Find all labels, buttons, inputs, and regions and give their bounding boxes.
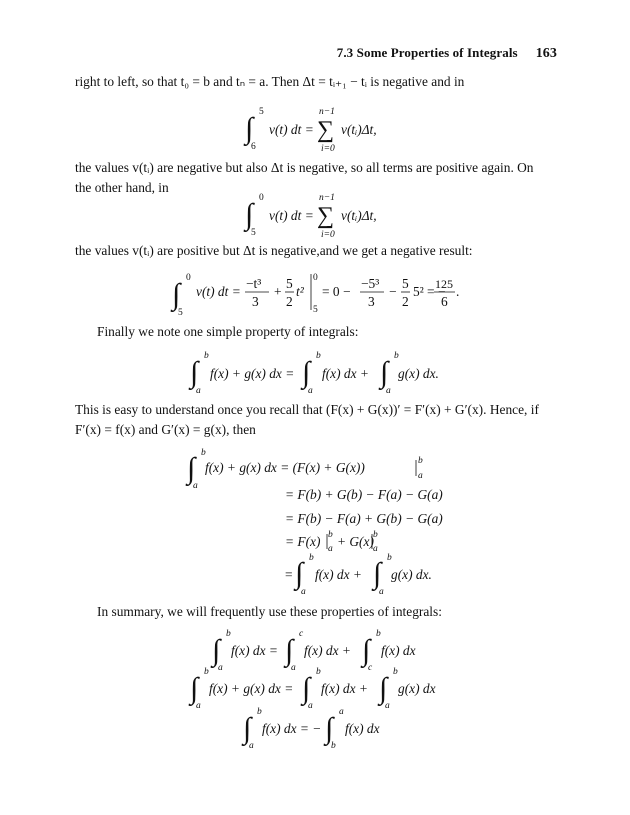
frac4-den: 2 — [402, 294, 409, 309]
upper-limit: b — [393, 667, 398, 677]
section-title: 7.3 Some Properties of Integrals — [336, 45, 518, 60]
line-3: = F(b) − F(a) + G(b) − G(a) — [285, 511, 443, 526]
row2-mid: f(x) dx + — [321, 681, 368, 696]
paragraph-3: the values v(tᵢ) are positive but Δt is negative,and we get a negative result: — [75, 243, 473, 258]
row2-rhs: g(x) dx — [398, 681, 436, 696]
eval-upper: 0 — [313, 273, 318, 283]
line-4b: + G(x) — [337, 534, 374, 549]
lower-limit: c — [368, 663, 373, 673]
upper-limit: b — [204, 667, 209, 677]
integral-sign: ∫ — [285, 634, 294, 667]
frac2-den: 2 — [286, 294, 293, 309]
sum-sign: ∑ — [317, 203, 335, 229]
running-header — [337, 45, 557, 62]
sum-lower: i=0 — [321, 144, 335, 154]
sum-sign: ∑ — [317, 117, 335, 143]
row1-mid: f(x) dx + — [304, 643, 351, 658]
upper-limit: b — [394, 351, 399, 361]
sum-upper: n−1 — [319, 107, 335, 117]
integral-sign: ∫ — [302, 672, 311, 705]
upper-limit: 0 — [259, 193, 264, 203]
integral-sign: ∫ — [295, 557, 304, 590]
lower-limit: a — [308, 386, 313, 396]
frac4-num: 5 — [402, 276, 409, 291]
integrand: v(t) dt = — [196, 284, 241, 299]
equation-sum-property — [190, 348, 450, 398]
sum-body: v(tᵢ)Δt, — [341, 208, 377, 223]
lower-limit: 5 — [178, 308, 183, 318]
paragraph-2a: the values v(tᵢ) are negative but also Δt is negative, so all terms are positive again. On — [75, 160, 534, 175]
frac1-num: −t³ — [246, 276, 262, 291]
eval-lower: a — [418, 471, 423, 481]
row1-rhs: f(x) dx — [381, 643, 416, 658]
integral-sign: ∫ — [302, 356, 311, 389]
line-1: f(x) + g(x) dx = (F(x) + G(x)) — [205, 460, 365, 475]
integral-sign: ∫ — [362, 634, 371, 667]
lower-limit: a — [379, 587, 384, 597]
upper-limit: b — [226, 629, 231, 639]
frac3-num: −5³ — [361, 276, 380, 291]
line-5-rhs: g(x) dx. — [391, 567, 432, 582]
integral-sign: ∫ — [245, 112, 254, 145]
equation-derivation — [187, 448, 457, 598]
lower-limit: a — [218, 663, 223, 673]
lower-limit: 5 — [251, 228, 256, 238]
integral-sign: ∫ — [187, 452, 196, 485]
equation-summary — [190, 628, 450, 778]
upper-limit: b — [316, 351, 321, 361]
upper-limit: b — [387, 553, 392, 563]
integral-sign: ∫ — [380, 356, 389, 389]
eval-upper: b — [373, 530, 378, 540]
upper-limit: b — [257, 707, 262, 717]
integral-sign: ∫ — [172, 278, 181, 311]
row1-lhs: f(x) dx = — [231, 643, 278, 658]
frac5-den: 6 — [441, 294, 448, 309]
sum-lower: i=0 — [321, 230, 335, 240]
paragraph-2b: the other hand, in — [75, 180, 169, 195]
frac2-num: 5 — [286, 276, 293, 291]
integral-sign: ∫ — [190, 672, 199, 705]
lower-limit: a — [301, 587, 306, 597]
lower-limit: a — [196, 386, 201, 396]
lower-limit: 6 — [251, 142, 256, 152]
lower-limit: a — [249, 741, 254, 751]
minus-sign: − — [389, 284, 397, 299]
period: . — [456, 284, 460, 299]
plus-sign: + — [274, 284, 282, 299]
equals-zero-minus: = 0 − — [322, 284, 351, 299]
upper-limit: b — [201, 448, 206, 458]
five-squared: 5² = − — [413, 284, 446, 299]
lhs-integrand: f(x) + g(x) dx = — [210, 366, 295, 381]
upper-limit: c — [299, 629, 304, 639]
upper-limit: 0 — [186, 273, 191, 283]
eval-upper: b — [418, 456, 423, 466]
lower-limit: a — [308, 701, 313, 711]
frac3-den: 3 — [368, 294, 375, 309]
integral-sign: ∫ — [190, 356, 199, 389]
lower-limit: a — [196, 701, 201, 711]
lower-limit: a — [386, 386, 391, 396]
row3-lhs: f(x) dx = − — [262, 721, 322, 736]
upper-limit: b — [376, 629, 381, 639]
lower-limit: a — [385, 701, 390, 711]
line-5-mid: f(x) dx + — [315, 567, 362, 582]
lower-limit: b — [331, 741, 336, 751]
upper-limit: a — [339, 707, 344, 717]
row3-rhs: f(x) dx — [345, 721, 380, 736]
eval-lower: a — [373, 544, 378, 554]
rhs-integrand: g(x) dx. — [398, 366, 439, 381]
integral-sign: ∫ — [373, 557, 382, 590]
sum-body: v(tᵢ)Δt, — [341, 122, 377, 137]
eval-lower: 5 — [313, 305, 318, 315]
paragraph-5a: This is easy to understand once you recall that (F(x) + G(x))′ = F′(x) + G′(x). Hence, if — [75, 402, 539, 417]
integrand: v(t) dt = — [269, 208, 314, 223]
eval-upper: b — [328, 530, 333, 540]
equation-riemann-sum-2 — [245, 190, 415, 240]
lower-limit: a — [193, 481, 198, 491]
upper-limit: b — [204, 351, 209, 361]
paragraph-1: right to left, so that t₀ = b and tₙ = a. Then Δt = tᵢ₊₁ − tᵢ is negative and in — [75, 74, 465, 89]
integral-sign: ∫ — [212, 634, 221, 667]
lower-limit: a — [291, 663, 296, 673]
frac5-num: 125 — [435, 277, 453, 291]
mid-integrand: f(x) dx + — [322, 366, 369, 381]
paragraph-4: Finally we note one simple property of integrals: — [97, 324, 359, 339]
line-2: = F(b) + G(b) − F(a) − G(a) — [285, 487, 443, 502]
integral-sign: ∫ — [325, 712, 334, 745]
equation-riemann-sum-1 — [245, 104, 415, 154]
line-4a: = F(x) — [285, 534, 321, 549]
upper-limit: b — [309, 553, 314, 563]
row2-lhs: f(x) + g(x) dx = — [209, 681, 294, 696]
t-squared: t² — [296, 284, 304, 299]
eval-lower: a — [328, 544, 333, 554]
line-5-equals: = — [285, 567, 293, 582]
frac1-den: 3 — [252, 294, 259, 309]
equation-negative-result — [172, 270, 472, 320]
sum-upper: n−1 — [319, 193, 335, 203]
paragraph-5b: F′(x) = f(x) and G′(x) = g(x), then — [75, 422, 256, 437]
integrand: v(t) dt = — [269, 122, 314, 137]
integral-sign: ∫ — [243, 712, 252, 745]
page-number: 163 — [535, 46, 557, 61]
upper-limit: b — [316, 667, 321, 677]
integral-sign: ∫ — [379, 672, 388, 705]
paragraph-6: In summary, we will frequently use these properties of integrals: — [97, 604, 442, 619]
integral-sign: ∫ — [245, 198, 254, 231]
upper-limit: 5 — [259, 107, 264, 117]
